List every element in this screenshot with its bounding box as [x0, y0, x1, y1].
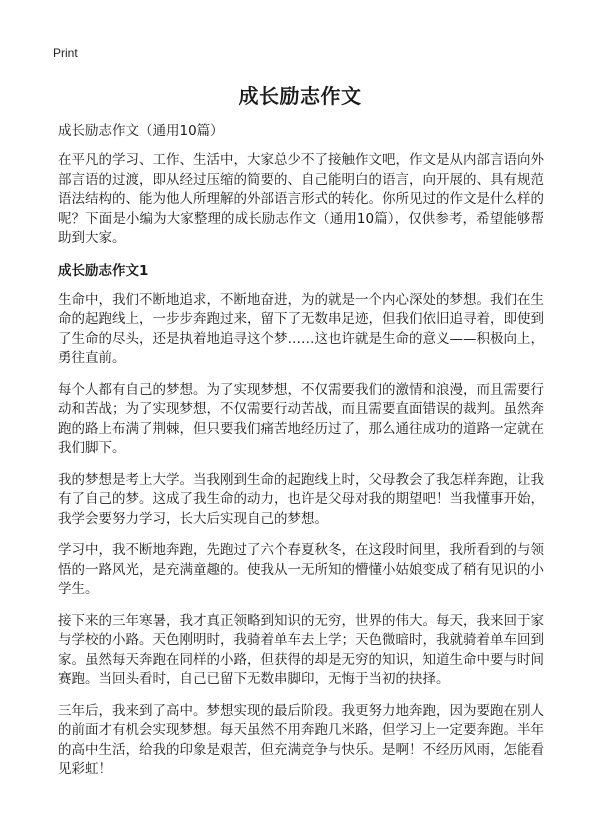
paragraph-5: 接下来的三年寒暑，我才真正领略到知识的无穷，世界的伟大。每天，我来回于家与学校的小路。天色刚明时，我骑着单车去上学；天色微暗时，我就骑着单车回到家。虽然每天奔跑在同样的小路，但获得的却是无穷的知识，知道生命中要与时间赛跑。当回头看时，自己已留下无数串脚印，无悔于当初的抉择。 — [58, 612, 544, 687]
paragraph-4: 学习中，我不断地奔跑，先跑过了六个春夏秋冬，在这段时间里，我所看到的与领悟的一路风光，是充满童趣的。使我从一无所知的懵懂小姑娘变成了稍有见识的小学生。 — [58, 542, 544, 597]
intro-paragraph: 在平凡的学习、工作、生活中，大家总少不了接触作文吧，作文是从内部言语向外部言语的过渡，即从经过压缩的简要的、自己能明白的语言，向开展的、具有规范语法结构的、能为他人所理解的外部语言形式的转化。你所见过的作文是什么样的呢？下面是小编为大家整理的成长励志作文（通用10篇），仅供参考，希望能够帮助到大家。 — [58, 152, 544, 246]
paragraph-6: 三年后，我来到了高中。梦想实现的最后阶段。我更努力地奔跑，因为要跑在别人的前面才有机会实现梦想。每天虽然不用奔跑几米路，但学习上一定要奔跑。半年的高中生活，给我的印象是艰苦，但充满竞争与快乐。是啊！不经历风雨，怎能看见彩虹！ — [58, 702, 544, 777]
section-heading: 成长励志作文1 — [58, 262, 149, 279]
paragraph-1: 生命中，我们不断地追求，不断地奋进，为的就是一个内心深处的梦想。我们在生命的起跑线上，一步步奔跑过来，留下了无数串足迹，但我们依旧追寻着，即使到了生命的尽头，还是执着地追寻这个梦……这也许就是生命的意义——积极向上，勇往直前。 — [58, 291, 544, 366]
article-subtitle: 成长励志作文（通用10篇） — [58, 123, 224, 139]
print-link[interactable]: Print — [53, 46, 78, 60]
paragraph-3: 我的梦想是考上大学。当我刚到生命的起跑线上时，父母教会了我怎样奔跑，让我有了自己的梦。这成了我生命的动力，也许是父母对我的期望吧！当我懂事开始，我学会要努力学习，长大后实现自己的梦想。 — [58, 471, 544, 527]
article-body — [58, 121, 544, 792]
paragraph-2: 每个人都有自己的梦想。为了实现梦想，不仅需要我们的激情和浪漫，而且需要行动和苦战；为了实现梦想，不仅需要行动苦战，而且需要直面错误的裁判。虽然奔跑的路上布满了荆棘，但只要我们痛苦地经历过了，那么通往成功的道路一定就在我们脚下。 — [58, 381, 544, 456]
page-title: 成长励志作文 — [238, 84, 362, 108]
